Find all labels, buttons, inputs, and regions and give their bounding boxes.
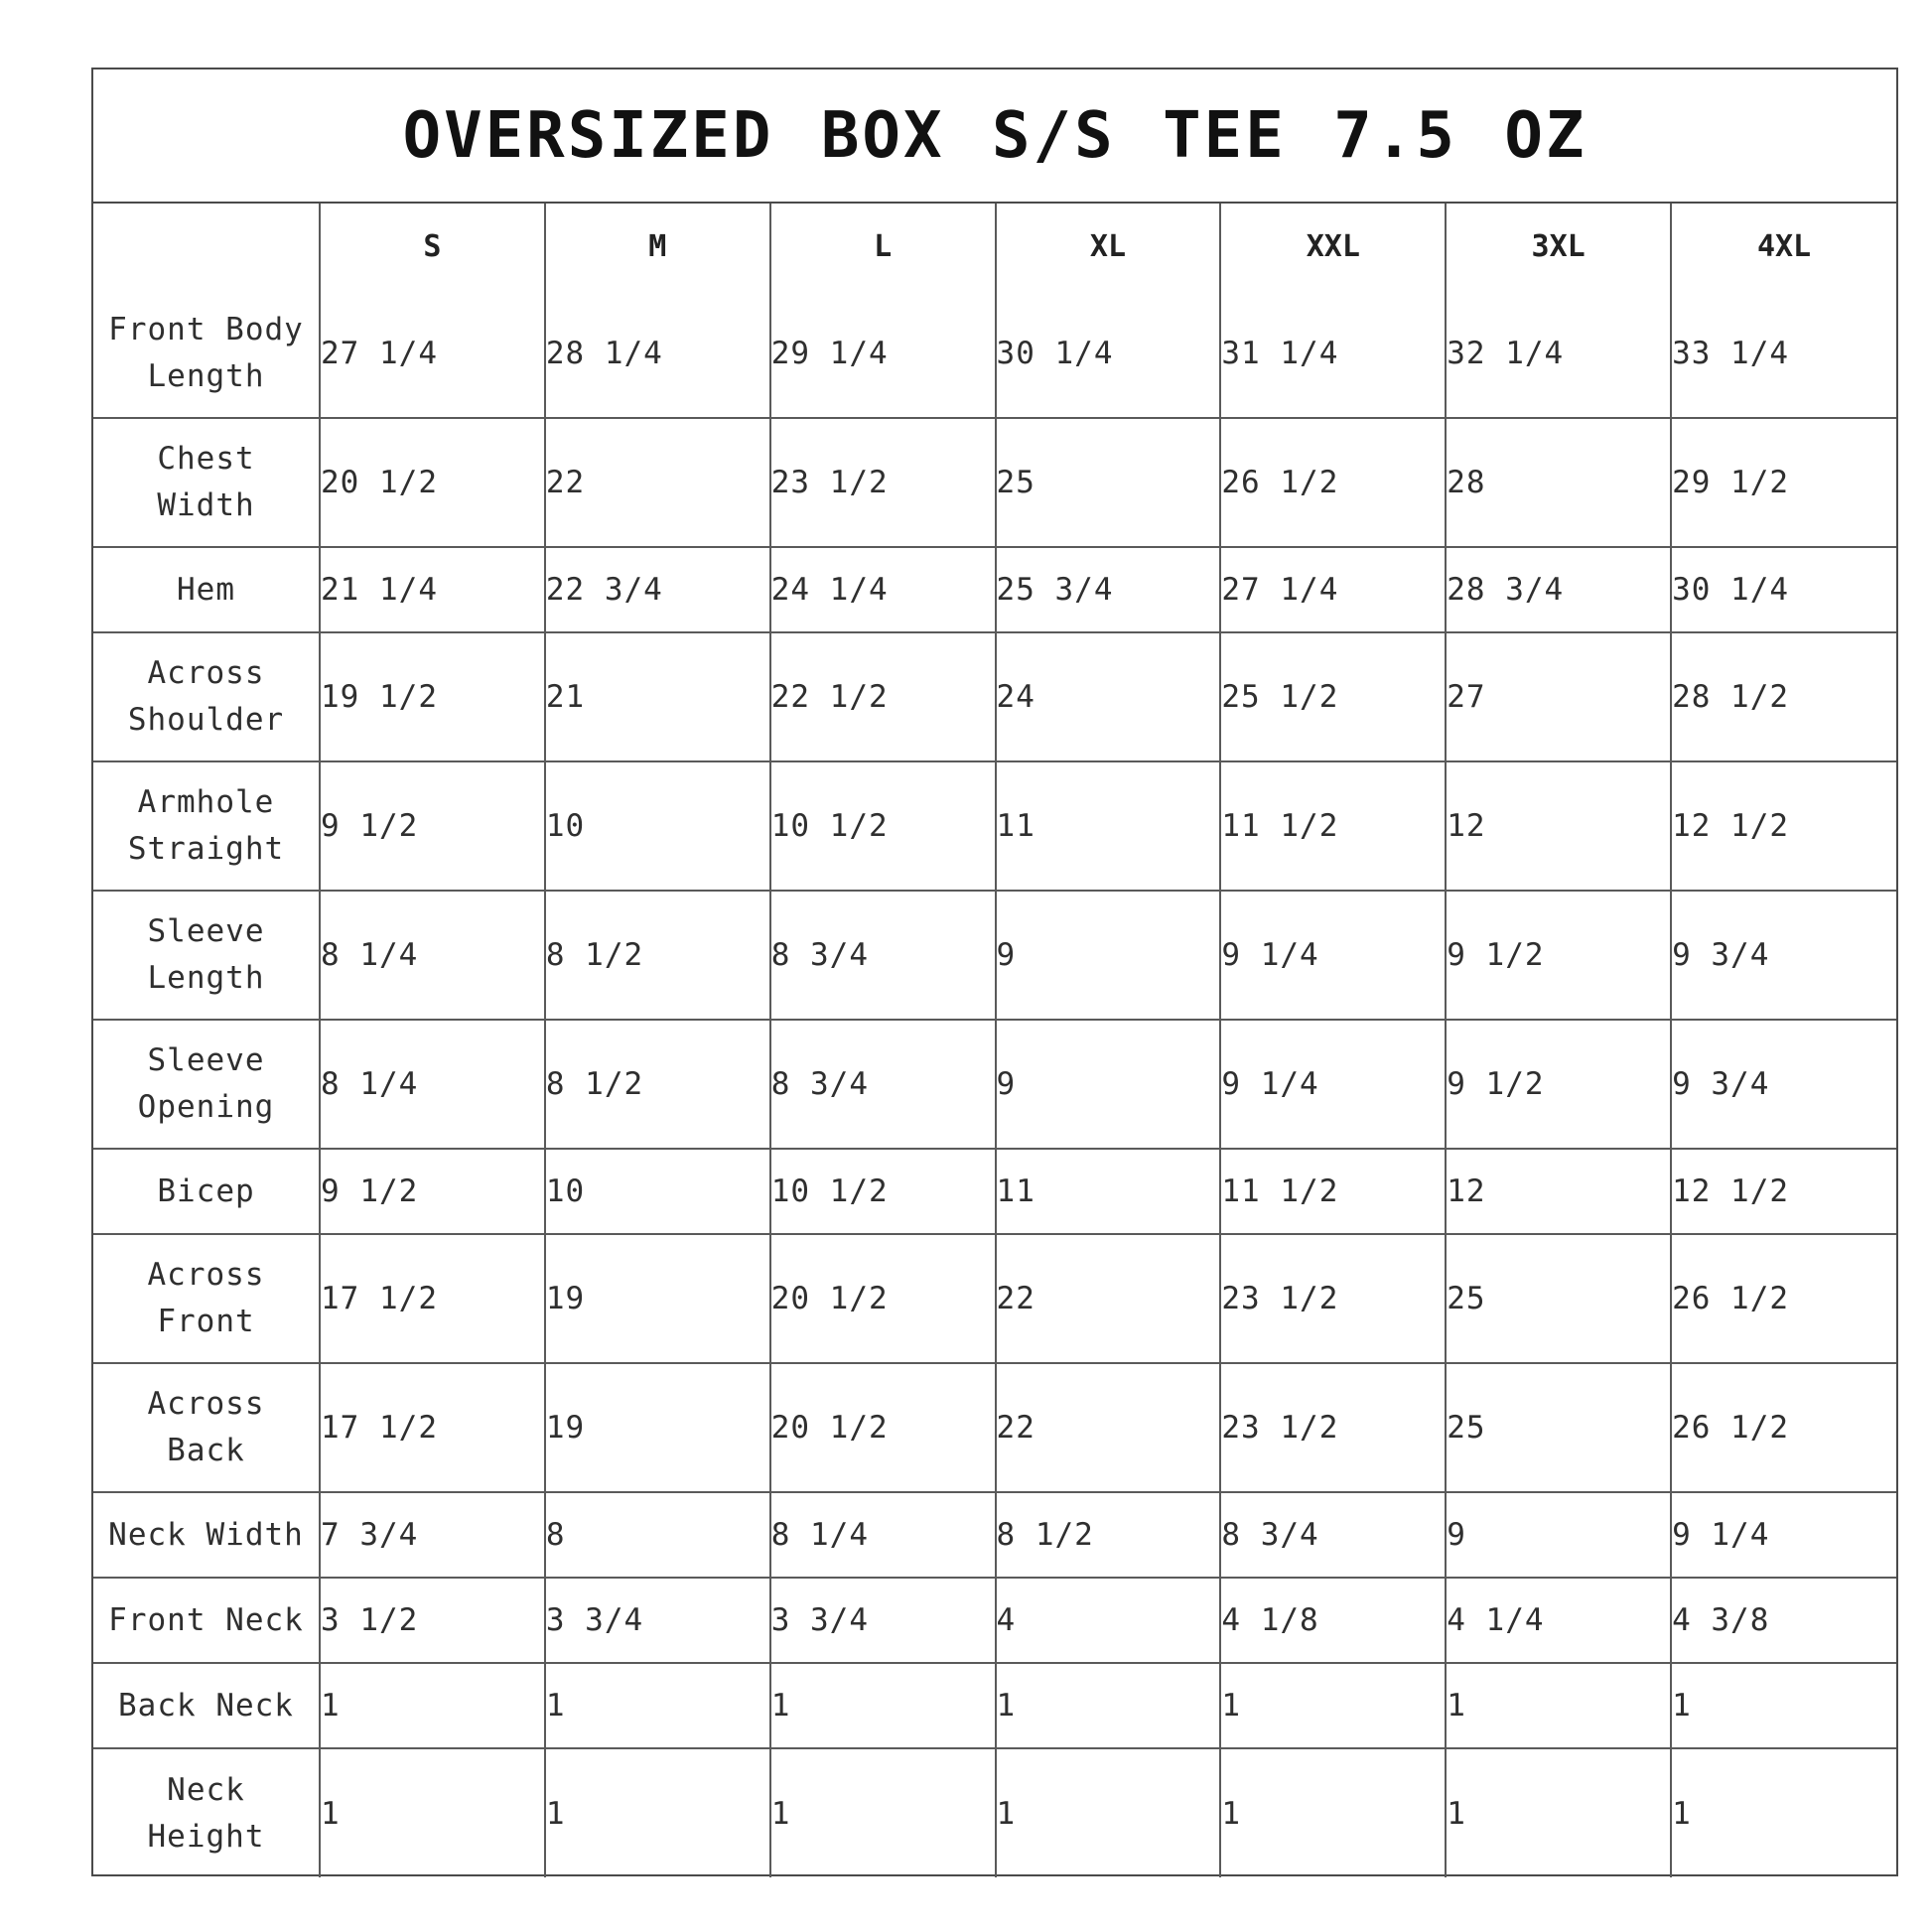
table-row [93,1748,1896,1877]
measurement-label: Hem [93,547,320,632]
measurement-value: 23 1/2 [1220,1363,1446,1492]
size-chart [91,68,1898,1876]
measurement-value: 11 1/2 [1220,761,1446,891]
measurement-value: 25 [996,418,1221,547]
measurement-value: 1 [996,1748,1221,1877]
measurement-value: 26 1/2 [1671,1234,1896,1363]
size-header-row [93,204,1896,289]
measurement-label: Chest Width [93,418,320,547]
measurement-value: 11 1/2 [1220,1149,1446,1234]
table-row [93,289,1896,418]
measurement-value: 21 1/4 [320,547,545,632]
measurement-value: 25 [1446,1234,1671,1363]
measurement-value: 1 [996,1663,1221,1748]
table-row [93,1578,1896,1663]
measurement-value: 23 1/2 [1220,1234,1446,1363]
measurement-value: 29 1/2 [1671,418,1896,547]
table-row [93,418,1896,547]
measurement-value: 8 1/2 [545,1020,770,1149]
table-row [93,1492,1896,1578]
measurement-value: 22 [996,1234,1221,1363]
measurement-value: 21 [545,632,770,761]
measurement-value: 32 1/4 [1446,289,1671,418]
measurement-label: Across Front [93,1234,320,1363]
measurement-value: 9 1/4 [1220,1020,1446,1149]
measurement-value: 12 [1446,761,1671,891]
measurement-value: 9 1/2 [320,761,545,891]
measurement-value: 27 1/4 [320,289,545,418]
measurement-value: 28 1/4 [545,289,770,418]
measurement-value: 4 1/8 [1220,1578,1446,1663]
measurement-value: 19 1/2 [320,632,545,761]
measurement-label: Neck Width [93,1492,320,1578]
size-header-cell: S [320,204,545,289]
measurement-label: Armhole Straight [93,761,320,891]
measurement-value: 17 1/2 [320,1234,545,1363]
measurement-value: 1 [770,1748,996,1877]
measurement-value: 1 [1446,1663,1671,1748]
measurement-value: 10 [545,1149,770,1234]
table-row [93,1363,1896,1492]
measurement-value: 1 [545,1663,770,1748]
corner-cell [93,204,320,289]
measurement-value: 9 3/4 [1671,1020,1896,1149]
measurement-value: 27 [1446,632,1671,761]
measurement-value: 25 [1446,1363,1671,1492]
table-row [93,1149,1896,1234]
size-header-cell: L [770,204,996,289]
measurement-value: 8 1/4 [320,1020,545,1149]
measurement-value: 1 [770,1663,996,1748]
measurement-value: 9 [1446,1492,1671,1578]
measurement-value: 4 1/4 [1446,1578,1671,1663]
measurement-rows [93,289,1896,1877]
measurement-value: 1 [320,1748,545,1877]
measurement-value: 9 1/4 [1220,891,1446,1020]
measurement-label: Across Shoulder [93,632,320,761]
measurement-value: 4 3/8 [1671,1578,1896,1663]
measurement-value: 10 1/2 [770,761,996,891]
measurement-value: 17 1/2 [320,1363,545,1492]
measurement-value: 3 3/4 [770,1578,996,1663]
measurement-value: 22 [996,1363,1221,1492]
measurement-value: 1 [1671,1663,1896,1748]
measurement-value: 10 [545,761,770,891]
measurement-value: 22 3/4 [545,547,770,632]
measurement-value: 9 3/4 [1671,891,1896,1020]
measurement-label: Front Body Length [93,289,320,418]
size-header-cell: M [545,204,770,289]
measurement-label: Across Back [93,1363,320,1492]
table-row [93,1663,1896,1748]
measurement-value: 7 3/4 [320,1492,545,1578]
chart-title: OVERSIZED BOX S/S TEE 7.5 OZ [93,69,1896,204]
measurement-value: 12 [1446,1149,1671,1234]
size-header-cell: XL [996,204,1221,289]
measurement-value: 24 [996,632,1221,761]
measurement-label: Sleeve Length [93,891,320,1020]
measurement-value: 8 1/4 [770,1492,996,1578]
measurement-value: 3 1/2 [320,1578,545,1663]
table-row [93,891,1896,1020]
table-row [93,1020,1896,1149]
measurement-value: 20 1/2 [770,1234,996,1363]
measurement-value: 31 1/4 [1220,289,1446,418]
measurement-value: 28 1/2 [1671,632,1896,761]
measurement-value: 8 3/4 [770,1020,996,1149]
measurement-value: 28 [1446,418,1671,547]
measurement-value: 28 3/4 [1446,547,1671,632]
measurement-value: 9 [996,1020,1221,1149]
measurement-value: 20 1/2 [320,418,545,547]
measurement-value: 9 1/2 [1446,891,1671,1020]
measurement-value: 8 [545,1492,770,1578]
measurement-value: 8 1/2 [545,891,770,1020]
measurement-value: 25 3/4 [996,547,1221,632]
measurement-value: 12 1/2 [1671,761,1896,891]
measurement-value: 22 1/2 [770,632,996,761]
table-row [93,1234,1896,1363]
measurement-value: 3 3/4 [545,1578,770,1663]
measurement-label: Sleeve Opening [93,1020,320,1149]
measurement-value: 10 1/2 [770,1149,996,1234]
table-row [93,761,1896,891]
measurement-value: 33 1/4 [1671,289,1896,418]
size-table [93,204,1896,1877]
measurement-value: 8 1/4 [320,891,545,1020]
measurement-value: 22 [545,418,770,547]
measurement-label: Bicep [93,1149,320,1234]
measurement-value: 9 1/4 [1671,1492,1896,1578]
measurement-value: 1 [320,1663,545,1748]
measurement-value: 12 1/2 [1671,1149,1896,1234]
measurement-value: 8 1/2 [996,1492,1221,1578]
measurement-value: 11 [996,1149,1221,1234]
size-header-cell: XXL [1220,204,1446,289]
measurement-value: 1 [1446,1748,1671,1877]
measurement-value: 8 3/4 [770,891,996,1020]
measurement-value: 30 1/4 [996,289,1221,418]
measurement-value: 8 3/4 [1220,1492,1446,1578]
measurement-value: 11 [996,761,1221,891]
measurement-value: 9 1/2 [320,1149,545,1234]
measurement-value: 27 1/4 [1220,547,1446,632]
measurement-value: 26 1/2 [1220,418,1446,547]
measurement-label: Neck Height [93,1748,320,1877]
measurement-value: 9 [996,891,1221,1020]
measurement-value: 30 1/4 [1671,547,1896,632]
measurement-value: 1 [545,1748,770,1877]
measurement-value: 1 [1220,1748,1446,1877]
measurement-value: 25 1/2 [1220,632,1446,761]
measurement-value: 4 [996,1578,1221,1663]
measurement-value: 19 [545,1234,770,1363]
measurement-label: Back Neck [93,1663,320,1748]
measurement-value: 24 1/4 [770,547,996,632]
size-header-cell: 3XL [1446,204,1671,289]
measurement-value: 9 1/2 [1446,1020,1671,1149]
measurement-value: 29 1/4 [770,289,996,418]
table-row [93,632,1896,761]
table-row [93,547,1896,632]
measurement-value: 19 [545,1363,770,1492]
measurement-value: 1 [1220,1663,1446,1748]
size-header-cell: 4XL [1756,228,1812,264]
measurement-value: 26 1/2 [1671,1363,1896,1492]
measurement-value: 1 [1672,1795,1692,1832]
measurement-value: 20 1/2 [770,1363,996,1492]
measurement-label: Front Neck [93,1578,320,1663]
measurement-value: 23 1/2 [770,418,996,547]
